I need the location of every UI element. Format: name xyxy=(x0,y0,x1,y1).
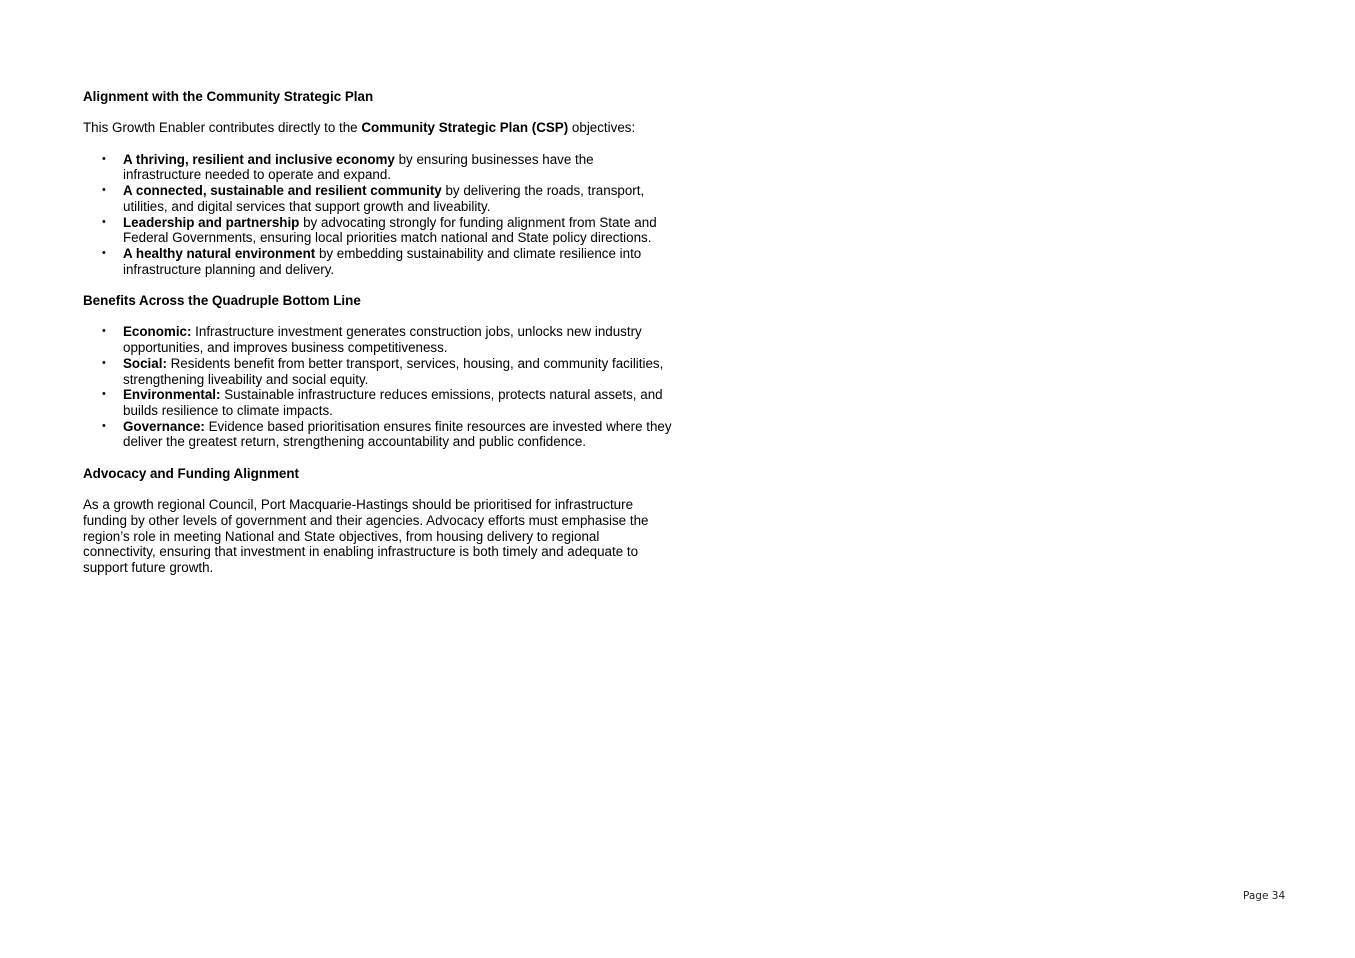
page-number: Page 34 xyxy=(1243,890,1286,902)
list-item xyxy=(123,183,673,214)
list-item xyxy=(123,419,673,450)
alignment-intro xyxy=(83,120,673,136)
list-item-text: by embedding sustainability and climate resilience into infrastructure planning and delivery. xyxy=(123,246,642,277)
list-item xyxy=(123,215,673,246)
list-item-text: by advocating strongly for funding alignment from State and Federal Governments, ensuring local priorities match national and State policy directions. xyxy=(123,214,657,246)
list-item-text: Residents benefit from better transport, services, housing, and community facilities, strengthening liveability and social equity. xyxy=(123,355,664,387)
benefits-list xyxy=(83,324,673,450)
list-item-bold: A thriving, resilient and inclusive economy xyxy=(123,151,395,167)
list-item-bold: Governance: xyxy=(123,418,205,434)
list-item-bold: Leadership and partnership xyxy=(123,214,300,230)
section-heading-alignment: Alignment with the Community Strategic Plan xyxy=(83,89,374,104)
list-item-bold: Social: xyxy=(123,355,167,371)
list-item-bold: Economic: xyxy=(123,324,192,340)
list-item-bold: A healthy natural environment xyxy=(123,246,316,261)
section-heading-advocacy: Advocacy and Funding Alignment xyxy=(83,465,299,481)
list-item xyxy=(123,152,673,183)
alignment-intro-pre: This Growth Enabler contributes directly to the xyxy=(83,120,362,136)
list-item-text: by ensuring businesses have the infrastructure needed to operate and expand. xyxy=(123,151,594,183)
document-body xyxy=(83,89,673,576)
list-item-bold: Environmental: xyxy=(123,387,221,403)
list-item-text: Infrastructure investment generates construction jobs, unlocks new industry opportunities, and improves business competitiveness. xyxy=(123,324,642,356)
section-heading-benefits: Benefits Across the Quadruple Bottom Line xyxy=(83,293,361,309)
alignment-list xyxy=(83,152,673,278)
list-item-bold: A connected, sustainable and resilient community xyxy=(123,183,442,199)
list-item-text: Sustainable infrastructure reduces emissions, protects natural assets, and builds resilience to climate impacts. xyxy=(123,387,663,418)
list-item xyxy=(123,246,673,277)
list-item-text: Evidence based prioritisation ensures finite resources are invested where they deliver the greatest return, strengthening accountability and public confidence. xyxy=(123,418,672,450)
list-item-text: by delivering the roads, transport, utilities, and digital services that support growth and liveability. xyxy=(123,183,645,214)
alignment-intro-bold: Community Strategic Plan (CSP) xyxy=(361,120,569,136)
advocacy-paragraph: As a growth regional Council, Port Macquarie-Hastings should be prioritised for infrastructure funding by other levels of government and their agencies. Advocacy efforts must emphasise the region’s role in meeting National and State objectives, from housing delivery to regional connectivity, ensuring that investment in enabling infrastructure is both timely and adequate to support future growth. xyxy=(83,497,649,575)
list-item xyxy=(123,356,673,387)
alignment-intro-post: objectives: xyxy=(568,120,636,136)
list-item xyxy=(123,387,673,418)
list-item xyxy=(123,324,673,355)
